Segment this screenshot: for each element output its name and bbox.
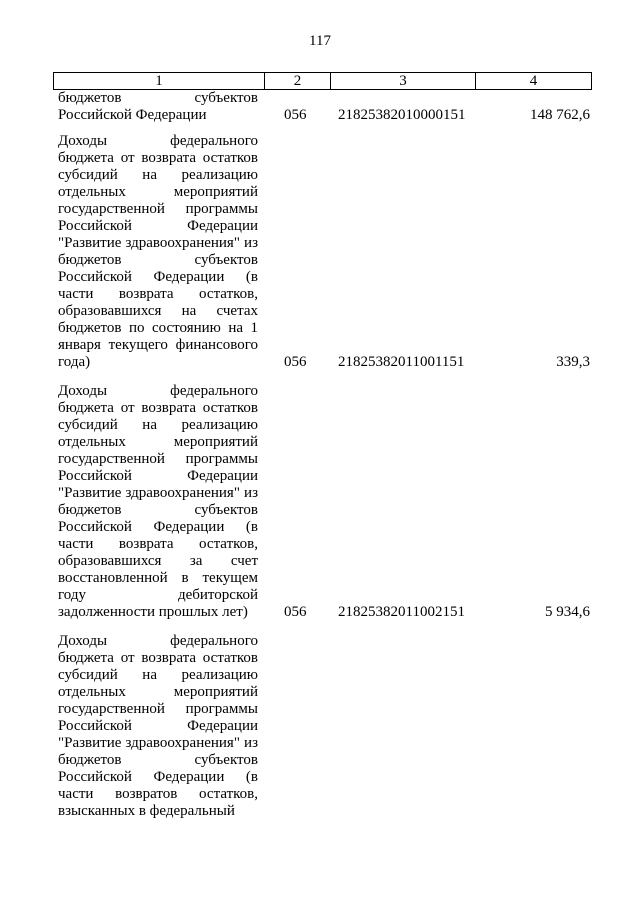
- row-description: [58, 133, 258, 371]
- description-line: "Развитие здравоохранения" из: [58, 735, 258, 751]
- column-header-table: [53, 72, 592, 90]
- description-line: государственной программы: [58, 701, 258, 717]
- description-line: бюджета от возврата остатков: [58, 400, 258, 416]
- row-budget-code: 21825382010000151: [338, 107, 466, 123]
- description-line: "Развитие здравоохранения" из: [58, 485, 258, 501]
- description-line: бюджетов субъектов: [58, 502, 258, 518]
- row-code: 056: [284, 354, 307, 370]
- column-header-4: 4: [476, 73, 592, 90]
- row-code: 056: [284, 107, 307, 123]
- description-line: года): [58, 354, 91, 370]
- description-line: части возврата остатков,: [58, 536, 258, 552]
- description-line: Доходы федерального: [58, 133, 258, 149]
- description-line: отдельных мероприятий: [58, 684, 258, 700]
- row-budget-code: 21825382011002151: [338, 604, 465, 620]
- description-line: Российской Федерации (в: [58, 769, 258, 785]
- description-line: Российской Федерации (в: [58, 519, 258, 535]
- row-description: [58, 90, 258, 124]
- page-number: 117: [309, 33, 331, 49]
- table-row: [58, 133, 598, 371]
- description-line: Российской Федерации: [58, 468, 258, 484]
- column-header-3: 3: [331, 73, 476, 90]
- description-line: бюджетов субъектов: [58, 252, 258, 268]
- description-line: субсидий на реализацию: [58, 167, 258, 183]
- description-line: взысканных в федеральный: [58, 803, 235, 819]
- description-line: бюджета от возврата остатков: [58, 650, 258, 666]
- row-budget-code: 21825382011001151: [338, 354, 465, 370]
- description-line: части возвратов остатков,: [58, 786, 258, 802]
- description-line: отдельных мероприятий: [58, 184, 258, 200]
- description-line: бюджетов субъектов: [58, 752, 258, 768]
- table-row: [58, 90, 598, 124]
- description-line: субсидий на реализацию: [58, 667, 258, 683]
- description-line: Российской Федерации: [58, 718, 258, 734]
- description-line: части возврата остатков,: [58, 286, 258, 302]
- table-row: [58, 383, 598, 621]
- description-line: Доходы федерального: [58, 383, 258, 399]
- description-line: Доходы федерального: [58, 633, 258, 649]
- description-line: восстановленной в текущем: [58, 570, 258, 586]
- column-header-1: 1: [54, 73, 265, 90]
- description-line: Российской Федерации: [58, 107, 207, 123]
- description-line: Российской Федерации: [58, 218, 258, 234]
- description-line: бюджетов по состоянию на 1: [58, 320, 258, 336]
- description-line: отдельных мероприятий: [58, 434, 258, 450]
- description-line: субсидий на реализацию: [58, 417, 258, 433]
- description-line: "Развитие здравоохранения" из: [58, 235, 258, 251]
- description-line: образовавшихся на счетах: [58, 303, 258, 319]
- description-line: января текущего финансового: [58, 337, 258, 353]
- description-line: бюджетов субъектов: [58, 90, 258, 106]
- row-amount: 339,3: [556, 354, 590, 370]
- row-code: 056: [284, 604, 307, 620]
- description-line: Российской Федерации (в: [58, 269, 258, 285]
- row-description: [58, 633, 258, 820]
- row-amount: 5 934,6: [545, 604, 590, 620]
- description-line: государственной программы: [58, 451, 258, 467]
- description-line: задолженности прошлых лет): [58, 604, 248, 620]
- table-row: [58, 633, 598, 820]
- description-line: бюджета от возврата остатков: [58, 150, 258, 166]
- description-line: образовавшихся за счет: [58, 553, 258, 569]
- row-description: [58, 383, 258, 621]
- column-header-2: 2: [265, 73, 331, 90]
- description-line: году дебиторской: [58, 587, 258, 603]
- row-amount: 148 762,6: [530, 107, 590, 123]
- description-line: государственной программы: [58, 201, 258, 217]
